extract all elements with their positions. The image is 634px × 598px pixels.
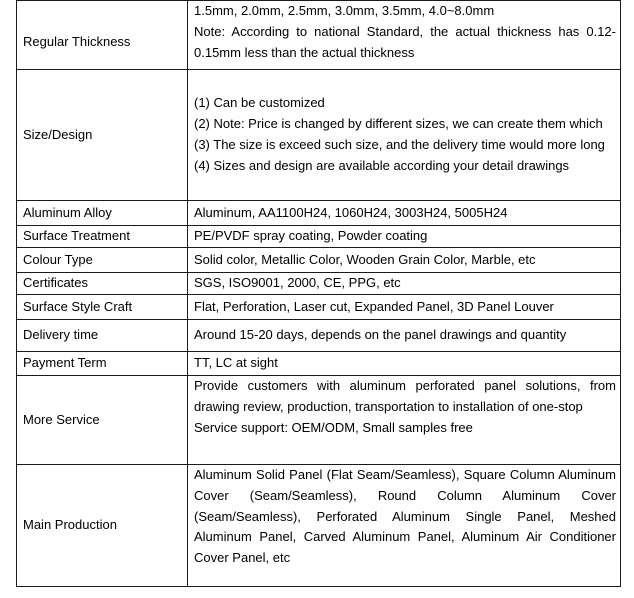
spec-row-regular-thickness	[17, 1, 621, 70]
spec-label: Colour Type	[17, 248, 188, 273]
spec-row-surface-treatment	[17, 226, 621, 248]
spec-value-line: Service support: OEM/ODM, Small samples free	[194, 419, 473, 435]
spec-label: Surface Treatment	[17, 226, 188, 248]
spec-value	[188, 1, 621, 70]
spec-value-line: Note: According to national Standard, the actual thickness has 0.12-0.15mm less than the actual thickness	[194, 23, 616, 60]
spec-label: More Service	[17, 376, 188, 465]
spec-value: Aluminum, AA1100H24, 1060H24, 3003H24, 5005H24	[188, 201, 621, 226]
spec-value-line: (1) Can be customized	[194, 95, 325, 111]
spec-value-line: 1.5mm, 2.0mm, 2.5mm, 3.0mm, 3.5mm, 4.0~8.0mm	[194, 3, 495, 18]
spec-row-colour-type	[17, 248, 621, 273]
spec-value	[188, 70, 621, 201]
spec-value: SGS, ISO9001, 2000, CE, PPG, etc	[188, 273, 621, 295]
spec-value	[188, 376, 621, 465]
spec-row-aluminum-alloy	[17, 201, 621, 226]
spec-label: Aluminum Alloy	[17, 201, 188, 226]
spec-value: TT, LC at sight	[188, 352, 621, 376]
spec-label: Payment Term	[17, 352, 188, 376]
spec-value-line: (2) Note: Price is changed by different sizes, we can create them which	[194, 116, 603, 132]
spec-row-certificates	[17, 273, 621, 295]
spec-row-more-service	[17, 376, 621, 465]
spec-label: Size/Design	[17, 70, 188, 201]
spec-row-delivery-time	[17, 320, 621, 352]
spec-value: PE/PVDF spray coating, Powder coating	[188, 226, 621, 248]
spec-row-size-design	[17, 70, 621, 201]
spec-value: Aluminum Solid Panel (Flat Seam/Seamless), Square Column Aluminum Cover (Seam/Seamless), Round Column Aluminum Cover (Seam/Seamless), Perforated Aluminum Single Panel, Meshed Aluminum Panel, Carved Aluminum Panel, Aluminum Air Conditioner Cover Panel, etc	[188, 465, 621, 587]
spec-label: Delivery time	[17, 320, 188, 352]
spec-value: Around 15-20 days, depends on the panel drawings and quantity	[188, 320, 621, 352]
spec-label: Main Production	[17, 465, 188, 587]
spec-row-payment-term	[17, 352, 621, 376]
spec-value-line: Provide customers with aluminum perforated panel solutions, from drawing review, production, transportation to installation of one-stop	[194, 378, 616, 414]
spec-row-main-production	[17, 465, 621, 587]
spec-value: Flat, Perforation, Laser cut, Expanded Panel, 3D Panel Louver	[188, 295, 621, 320]
spec-row-surface-style-craft	[17, 295, 621, 320]
spec-value: Solid color, Metallic Color, Wooden Grain Color, Marble, etc	[188, 248, 621, 273]
product-spec-table	[16, 0, 621, 587]
spec-label: Surface Style Craft	[17, 295, 188, 320]
spec-label: Regular Thickness	[17, 1, 188, 70]
spec-label: Certificates	[17, 273, 188, 295]
spec-value-line: (3) The size is exceed such size, and the delivery time would more long	[194, 137, 605, 152]
spec-value-line: (4) Sizes and design are available according your detail drawings	[194, 157, 570, 173]
